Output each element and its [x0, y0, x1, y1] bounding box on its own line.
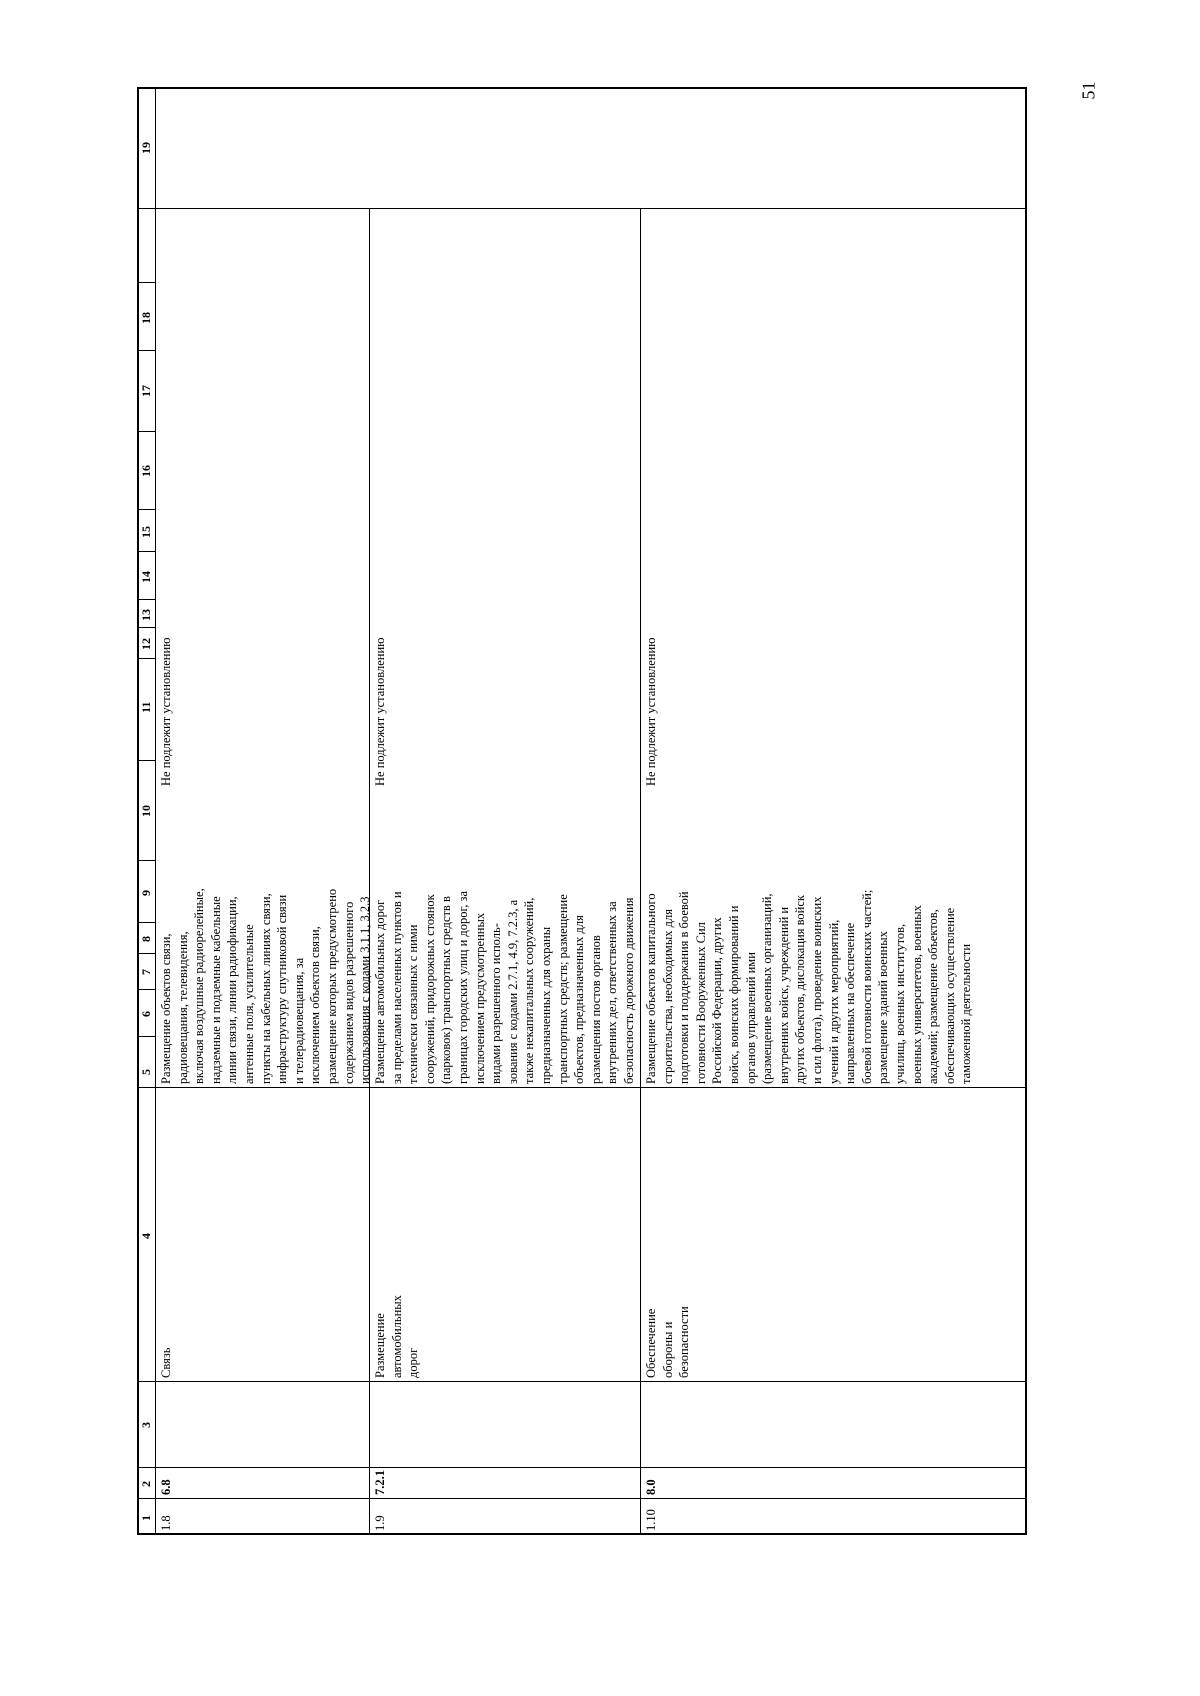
- header-col-3: 3: [139, 1422, 153, 1428]
- header-col-line: [137, 509, 155, 510]
- description-line: исключением объектов связи,: [308, 926, 323, 1084]
- header-col-line: [137, 282, 155, 283]
- header-col-15: 15: [139, 526, 153, 538]
- description-line: и сил флота), проведение воинских: [809, 896, 824, 1084]
- header-col-2: 2: [139, 1481, 153, 1487]
- row-status: Не подлежит установлению: [644, 637, 658, 786]
- header-col-line: [137, 350, 155, 351]
- header-col-line: [137, 953, 155, 954]
- description-line: направленных на обеспечение: [843, 922, 858, 1084]
- description-line: училищ, военных институтов,: [892, 923, 907, 1084]
- row-description: [372, 891, 638, 1084]
- row-description: [158, 888, 374, 1084]
- row-number: 1.8: [159, 1515, 173, 1531]
- description-line: Российской Федерации, других: [710, 917, 725, 1084]
- description-line: безопасность дорожного движения: [621, 897, 636, 1084]
- col-line: [137, 1381, 1027, 1382]
- row-name: Связь: [159, 1347, 173, 1378]
- header-col-12: 12: [139, 638, 153, 650]
- description-line: надземные и подземные кабельные: [208, 896, 223, 1084]
- header-col-9: 9: [139, 890, 153, 896]
- table-border-bottom: [1025, 87, 1027, 1535]
- header-col-8: 8: [139, 936, 153, 942]
- description-line: (размещение военных организаций,: [760, 893, 775, 1084]
- table-border-left: [137, 1533, 1027, 1535]
- header-col-line: [137, 1036, 155, 1037]
- header-col-line: [137, 922, 155, 923]
- header-col-line: [137, 989, 155, 990]
- header-col-6: 6: [139, 1011, 153, 1017]
- header-col-5: 5: [139, 1069, 153, 1075]
- description-line: пункты на кабельных линиях связи,: [258, 893, 273, 1084]
- header-divider: [155, 87, 156, 1535]
- header-col-19: 19: [139, 142, 153, 154]
- description-line: обеспечивающих осуществление: [942, 907, 957, 1084]
- header-col-4: 4: [139, 1233, 153, 1239]
- row-status: Не подлежит установлению: [373, 637, 387, 786]
- description-line: также некапитальных сооружений,: [522, 897, 537, 1084]
- header-col-line: [137, 551, 155, 552]
- description-line: содержанием видов разрешенного: [341, 901, 356, 1084]
- header-col-11: 11: [139, 701, 153, 713]
- description-line: исключением предусмотренных: [472, 912, 487, 1084]
- description-line: видами разрешенного исполь-: [489, 923, 504, 1084]
- header-col-10: 10: [139, 805, 153, 817]
- description-line: внутренних войск, учреждений и: [776, 906, 791, 1084]
- row-description: [643, 890, 975, 1084]
- table-border-right: [137, 87, 1027, 89]
- description-line: (парковок) транспортных средств в: [439, 896, 454, 1084]
- description-line: размещения постов органов: [588, 935, 603, 1084]
- description-line: подготовки и поддержания в боевой: [677, 891, 692, 1084]
- row-name: Обеспечение обороны и безопасности: [644, 1306, 692, 1378]
- description-line: боевой готовности воинских частей;: [859, 889, 874, 1084]
- description-line: размещение которых предусмотрено: [324, 888, 339, 1084]
- description-line: размещение зданий военных: [876, 931, 891, 1084]
- description-line: сооружений, придорожных стоянок: [422, 894, 437, 1084]
- description-line: Размещение автомобильных дорог: [373, 899, 387, 1084]
- row-number: 1.10: [644, 1509, 658, 1531]
- row-divider: [369, 209, 370, 1535]
- col-line: [137, 1467, 1027, 1468]
- description-line: за пределами населенных пунктов и: [389, 891, 404, 1084]
- description-line: войск, воинских формирований и: [726, 905, 741, 1084]
- description-line: включая воздушные радиорелейные,: [192, 888, 207, 1084]
- description-line: транспортных средств; размещение: [555, 894, 570, 1084]
- header-col-1: 1: [139, 1515, 153, 1521]
- description-line: технически связанных с ними: [406, 924, 421, 1084]
- col-line: [137, 208, 1027, 209]
- description-line: зования с кодами 2.7.1, 4.9, 7.2.3, а: [505, 899, 520, 1084]
- row-name: Размещение автомобильных дорог: [373, 1295, 421, 1378]
- page-number: 51: [1078, 81, 1099, 100]
- col-line: [137, 1498, 1027, 1499]
- description-line: объектов, предназначенных для: [572, 915, 587, 1084]
- header-col-18: 18: [139, 312, 153, 324]
- description-line: военных университетов, военных: [909, 905, 924, 1084]
- regulation-table: [137, 87, 1027, 1535]
- description-line: предназначенных для охраны: [538, 926, 553, 1084]
- description-line: Размещение объектов капитального: [644, 893, 658, 1084]
- header-col-line: [137, 627, 155, 628]
- header-col-14: 14: [139, 571, 153, 583]
- header-col-13: 13: [139, 609, 153, 621]
- row-code: 8.0: [644, 1479, 658, 1495]
- description-line: Размещение объектов связи,: [159, 933, 173, 1084]
- description-line: других объектов, дислокация войск: [793, 895, 808, 1084]
- description-line: линии связи, линии радиофикации,: [225, 896, 240, 1084]
- description-line: внутренних дел, ответственных за: [605, 901, 620, 1084]
- description-line: использования с кодами 3.1.1, 3.2.3: [358, 896, 373, 1084]
- header-col-line: [137, 760, 155, 761]
- row-divider: [640, 209, 641, 1535]
- description-line: границах городских улиц и дорог, за: [455, 891, 470, 1084]
- row-status: Не подлежит установлению: [159, 637, 173, 786]
- description-line: радиовещания, телевидения,: [175, 931, 190, 1084]
- row-code: 6.8: [159, 1479, 173, 1495]
- description-line: инфраструктуру спутниковой связи: [275, 894, 290, 1084]
- row-code: 7.2.1: [373, 1470, 387, 1495]
- col-line: [137, 1087, 1027, 1088]
- description-line: строительства, необходимых для: [660, 909, 675, 1084]
- description-line: антенные поля, усилительные: [241, 924, 256, 1084]
- header-col-line: [137, 860, 155, 861]
- description-line: таможенной деятельности: [959, 943, 974, 1084]
- description-line: академий; размещение объектов,: [926, 909, 941, 1084]
- header-col-line: [137, 431, 155, 432]
- header-col-line: [137, 658, 155, 659]
- description-line: и телерадиовещания, за: [291, 957, 306, 1084]
- description-line: учений и других мероприятий,: [826, 919, 841, 1084]
- row-number: 1.9: [373, 1515, 387, 1531]
- description-line: органов управлений ими: [743, 952, 758, 1084]
- header-col-17: 17: [139, 385, 153, 397]
- description-line: готовности Вооруженных Сил: [693, 922, 708, 1084]
- header-col-7: 7: [139, 969, 153, 975]
- header-col-line: [137, 599, 155, 600]
- header-col-16: 16: [139, 465, 153, 477]
